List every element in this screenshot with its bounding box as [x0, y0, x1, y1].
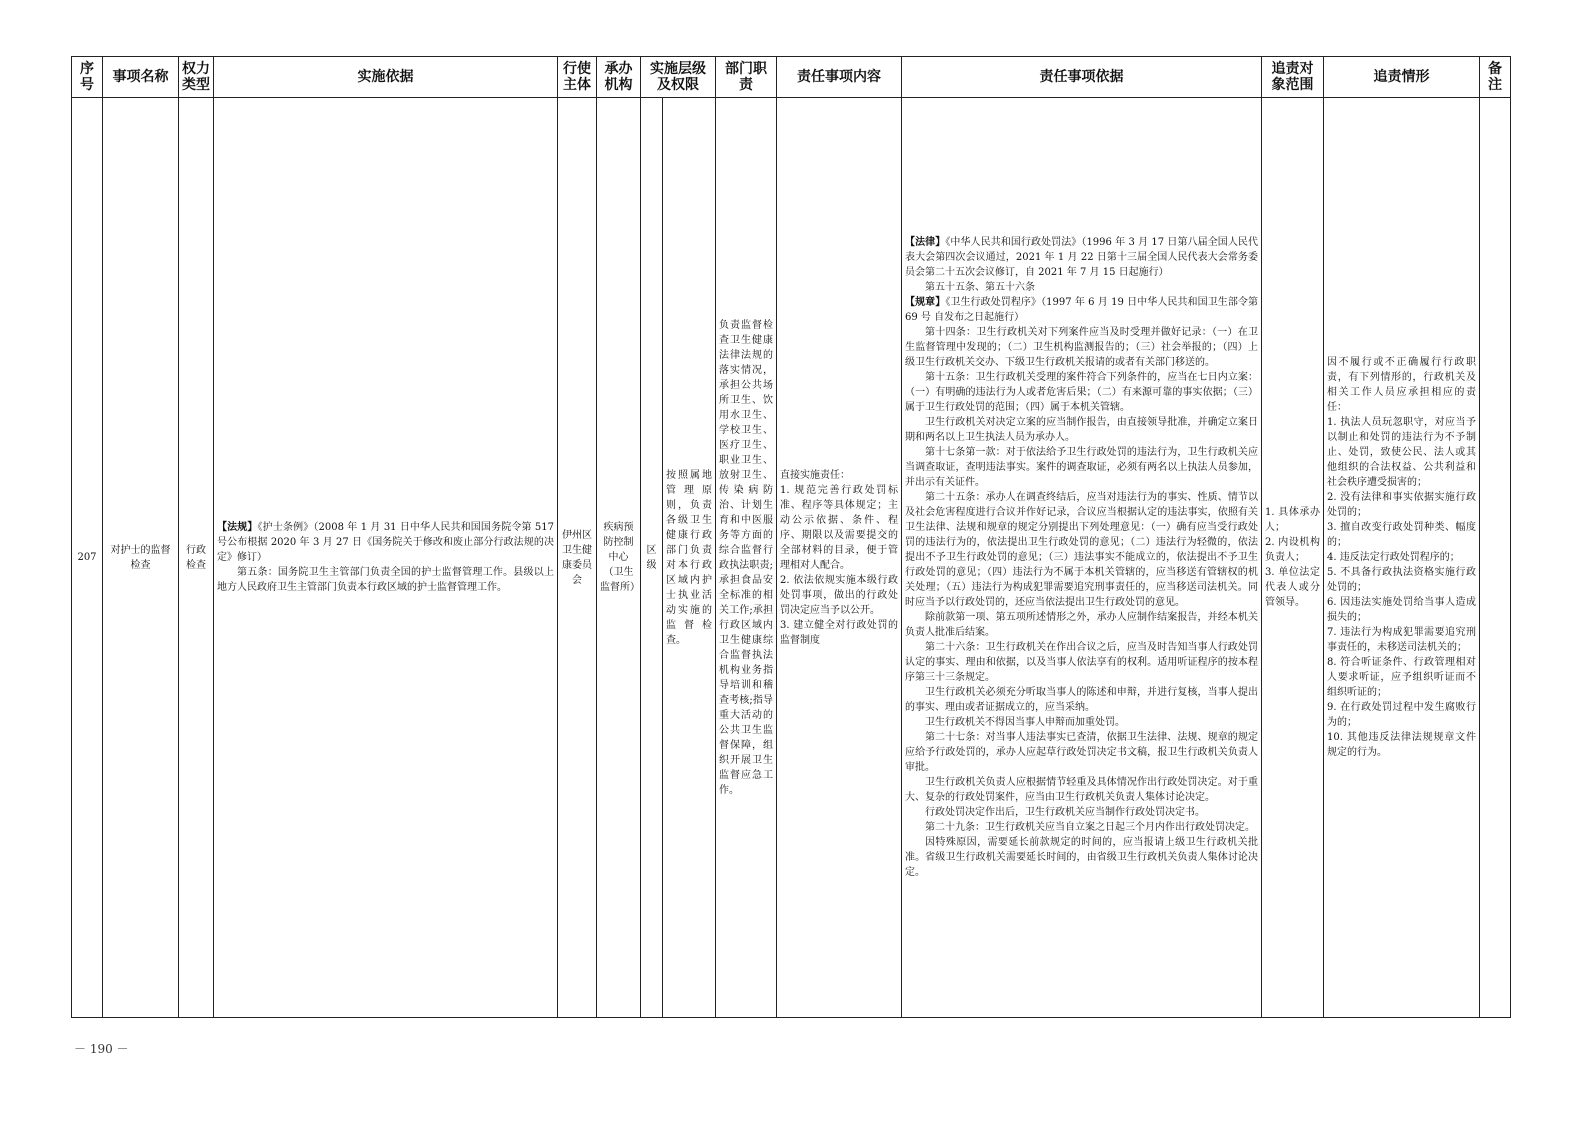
- resp-basis-text: 卫生行政机关不得因当事人申辩而加重处罚。: [925, 717, 1125, 728]
- resp-basis-paragraph: [905, 235, 1258, 280]
- resp-basis-paragraph: [905, 280, 1258, 295]
- cell-seq: 207: [72, 98, 103, 1018]
- header-resp-basis: 责任事项依据: [902, 57, 1262, 98]
- resp-basis-text: 行政处罚决定作出后，卫生行政机关应当制作行政处罚决定书。: [925, 807, 1205, 818]
- cell-agency: 疾病预防控制中心（卫生监督所）: [597, 98, 641, 1018]
- header-row: [72, 57, 1511, 98]
- header-subject: 行使主体: [558, 57, 597, 98]
- resp-basis-text: 《中华人民共和国行政处罚法》（1996 年 3 月 17 日第八届全国人民代表大会第四次会议通过，2021 年 1 月 22 日第十三届全国人民代表大会常务委员会第二十五次会议修订，自 2021 年 7 月 15 日起施行）: [905, 237, 1259, 278]
- cell-level-scope: 按照属地管理原则，负责各级卫生健康行政部门负责对本行政区域内护士执业活动实施的监督检查。: [663, 98, 716, 1018]
- basis-body: 第五条：国务院卫生主管部门负责全国的护士监督管理工作。县级以上地方人民政府卫生主管部门负责本行政区域的护士监督管理工作。: [217, 567, 554, 593]
- resp-basis-text: 因特殊原因，需要延长前款规定的时间的，应当报请上级卫生行政机关批准。省级卫生行政机关需要延长时间的，由省级卫生行政机关负责人集体讨论决定。: [905, 837, 1258, 878]
- header-remark: 备注: [1480, 57, 1511, 98]
- cell-resp-basis: [902, 98, 1262, 1018]
- resp-basis-text: 第十七条第一款：对于依法给予卫生行政处罚的违法行为，卫生行政机关应当调查取证，查明违法事实。案件的调查取证，必须有两名以上执法人员参加，并出示有关证件。: [905, 447, 1258, 488]
- cell-remark: [1480, 98, 1511, 1018]
- cell-level: 区级: [641, 98, 663, 1018]
- resp-basis-paragraph: [905, 835, 1258, 880]
- table-row: [72, 98, 1511, 1018]
- resp-basis-paragraph: [905, 775, 1258, 805]
- resp-basis-list: [905, 235, 1258, 880]
- cell-basis: [214, 98, 558, 1018]
- resp-basis-paragraph: [905, 295, 1258, 325]
- header-agency: 承办机构: [597, 57, 641, 98]
- resp-basis-paragraph: [905, 640, 1258, 685]
- responsibility-table: [71, 56, 1511, 1018]
- resp-basis-text: 第十四条：卫生行政机关对下列案件应当及时受理并做好记录：（一）在卫生监督管理中发现的；（二）卫生机构监测报告的；（三）社会举报的；（四）上级卫生行政机关交办、下级卫生行政机关报请的或者有关部门移送的。: [905, 327, 1258, 368]
- resp-basis-label: 【法律】: [905, 237, 946, 248]
- resp-basis-text: 第二十九条：卫生行政机关应当自立案之日起三个月内作出行政处罚决定。: [925, 822, 1255, 833]
- header-basis: 实施依据: [214, 57, 558, 98]
- cell-power-type: 行政检查: [179, 98, 214, 1018]
- resp-basis-paragraph: [905, 370, 1258, 415]
- header-accountability: 追责情形: [1324, 57, 1480, 98]
- cell-subject: 伊州区卫生健康委员会: [558, 98, 597, 1018]
- header-name: 事项名称: [103, 57, 179, 98]
- cell-target: 1. 具体承办人； 2. 内设机构负责人； 3. 单位法定代表人或分管领导。: [1262, 98, 1324, 1018]
- resp-basis-paragraph: [905, 685, 1258, 715]
- cell-accountability: 因不履行或不正确履行行政职责，有下列情形的，行政机关及相关工作人员应承担相应的责任： 1. 执法人员玩忽职守，对应当予以制止和处罚的违法行为不予制止、处罚，致使公民、法人或其他组织的合法权益、公共利益和社会秩序遭受损害的； 2. 没有法律和事实依据实施行政处罚的； 3. 擅自改变行政处罚种类、幅度的； 4. 违反法定行政处罚程序的； 5. 不具备行政执法资格实施行政处罚的； 6. 因违法实施处罚给当事人造成损失的； 7. 违法行为构成犯罪需要追究刑事责任的，未移送司法机关的； 8. 符合听证条件、行政管理相对人要求听证，应予组织听证而不组织听证的； 9. 在行政处罚过程中发生腐败行为的； 10. 其他违反法律法规规章文件规定的行为。: [1324, 98, 1480, 1018]
- page-number: － 190 －: [74, 1042, 129, 1056]
- header-level: 实施层级及权限: [641, 57, 716, 98]
- resp-basis-paragraph: [905, 715, 1258, 730]
- resp-basis-paragraph: [905, 610, 1258, 640]
- resp-basis-text: 《卫生行政处罚程序》（1997 年 6 月 19 日中华人民共和国卫生部令第 69 号 自发布之日起施行）: [905, 297, 1259, 323]
- resp-basis-paragraph: [905, 325, 1258, 370]
- basis-head: [217, 520, 554, 565]
- resp-basis-label: 【规章】: [905, 297, 946, 308]
- basis-label: 【法规】: [217, 522, 258, 533]
- cell-duty: 负责监督检查卫生健康法律法规的落实情况，承担公共场所卫生、饮用水卫生、学校卫生、医疗卫生、职业卫生、放射卫生、传染病防治、计划生育和中医服务等方面的综合监督行政执法职责;承担食品安全标准的相关工作;承担行政区域内卫生健康综合监督执法机构业务指导培训和稽查考核;指导重大活动的公共卫生监督保障，组织开展卫生监督应急工作。: [716, 98, 777, 1018]
- header-seq: 序号: [72, 57, 103, 98]
- resp-basis-text: 第十五条：卫生行政机关受理的案件符合下列条件的，应当在七日内立案：（一）有明确的违法行为人或者危害后果；（二）有来源可靠的事实依据；（三）属于卫生行政处罚的范围；（四）属于本机关管辖。: [905, 372, 1258, 413]
- resp-basis-text: 第五十五条、第五十六条: [925, 282, 1035, 293]
- header-power-type: 权力类型: [179, 57, 214, 98]
- resp-basis-text: 第二十七条：对当事人违法事实已查清，依据卫生法律、法规、规章的规定应给予行政处罚的，承办人应起草行政处罚决定书文稿，报卫生行政机关负责人审批。: [905, 732, 1258, 773]
- resp-basis-paragraph: [905, 445, 1258, 490]
- cell-name: 对护士的监督检查: [103, 98, 179, 1018]
- resp-basis-paragraph: [905, 415, 1258, 445]
- header-duty: 部门职责: [716, 57, 777, 98]
- resp-basis-paragraph: [905, 490, 1258, 610]
- resp-basis-text: 卫生行政机关负责人应根据情节轻重及具体情况作出行政处罚决定。对于重大、复杂的行政处罚案件，应当由卫生行政机关负责人集体讨论决定。: [905, 777, 1258, 803]
- resp-basis-text: 第二十五条：承办人在调查终结后，应当对违法行为的事实、性质、情节以及社会危害程度进行合议并作好记录，合议应当根据认定的违法事实，依照有关卫生法律、法规和规章的规定分别提出下列处理意见：（一）确有应当受行政处罚的违法行为的，依法提出卫生行政处罚的意见；（二）违法行为轻微的，依法提出不予卫生行政处罚的意见；（三）违法事实不能成立的，依法提出不予卫生行政处罚的意见；（四）违法行为不属于本机关管辖的，应当移送有管辖权的机关处理；（五）违法行为构成犯罪需要追究刑事责任的，应当移送司法机关。同时应当予以行政处罚的，还应当依法提出卫生行政处罚的意见。: [905, 492, 1258, 608]
- basis-head-text: 《护士条例》（2008 年 1 月 31 日中华人民共和国国务院令第 517 号公布根据 2020 年 3 月 27 日《国务院关于修改和废止部分行政法规的决定》修订）: [217, 522, 555, 563]
- resp-basis-text: 卫生行政机关必须充分听取当事人的陈述和申辩，并进行复核，当事人提出的事实、理由或者证据成立的，应当采纳。: [905, 687, 1258, 713]
- header-resp-content: 责任事项内容: [777, 57, 902, 98]
- resp-basis-paragraph: [905, 730, 1258, 775]
- resp-basis-text: 除前款第一项、第五项所述情形之外，承办人应制作结案报告，并经本机关负责人批准后结案。: [905, 612, 1258, 638]
- cell-resp-content: 直接实施责任： 1. 规范完善行政处罚标准、程序等具体规定；主动公示依据、条件、程序、期限以及需要提交的全部材料的目录，便于管理相对人配合。 2. 依法依规实施本级行政处罚事项，做出的行政处罚决定应当予以公开。 3. 建立健全对行政处罚的监督制度: [777, 98, 902, 1018]
- resp-basis-text: 第二十六条：卫生行政机关在作出合议之后，应当及时告知当事人行政处罚认定的事实、理由和依据，以及当事人依法享有的权利。适用听证程序的按本程序第三十三条规定。: [905, 642, 1258, 683]
- resp-basis-paragraph: [905, 805, 1258, 820]
- header-target: 追责对象范围: [1262, 57, 1324, 98]
- resp-basis-text: 卫生行政机关对决定立案的应当制作报告，由直接领导批准，并确定立案日期和两名以上卫生执法人员为承办人。: [905, 417, 1258, 443]
- resp-basis-paragraph: [905, 820, 1258, 835]
